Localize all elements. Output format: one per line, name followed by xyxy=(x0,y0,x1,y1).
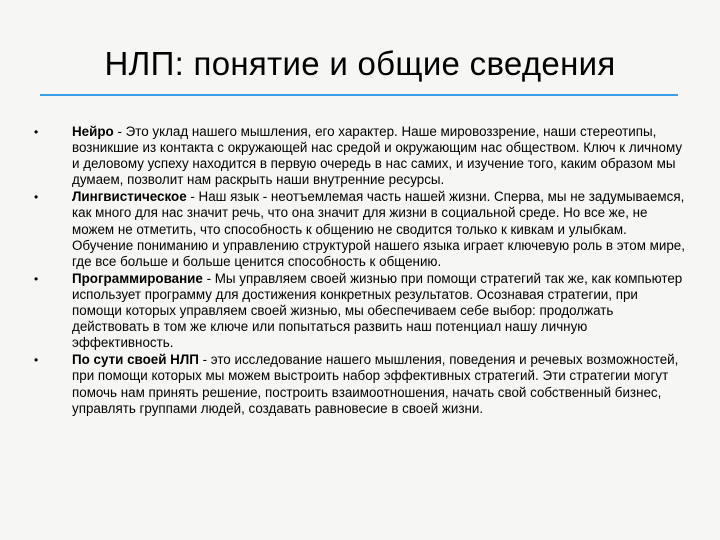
bullet-body: - Мы управляем своей жизнью при помощи стратегий так же, как компьютер использует программу для достижения конкретных результатов. Осознавая стратегии, при помощи которых управляем своей жизнью, мы обеспечиваем себе выбор: продолжать действовать в том же ключе или попытаться развить наш потенциал нашу личную эффективность. xyxy=(72,270,683,351)
bullet-marker: • xyxy=(34,353,39,368)
bullet-text xyxy=(72,352,688,416)
bullet-marker: • xyxy=(34,271,39,286)
bullet-text xyxy=(72,271,688,351)
bullet-marker: • xyxy=(34,190,39,205)
bullet-item-programming xyxy=(28,271,688,351)
bullet-text xyxy=(72,124,688,188)
bullet-body: - Наш язык - неотъемлемая часть нашей жизни. Сперва, мы не задумываемся, как много для нас значит речь, что она значит для жизни в социальной среде. Но все же, не можем не отметить, что способность к общению не сводится только к кивкам и улыбкам. Обучение пониманию и управлению структурой нашего языка играет ключевую роль в этом мире, где все больше и больше ценится способность к общению. xyxy=(72,189,685,269)
bullet-term: Программирование xyxy=(72,270,203,286)
title-underline xyxy=(40,94,678,96)
bullet-body: - Это уклад нашего мышления, его характер. Наше мировоззрение, наши стереотипы, возникшие из контакта с окружающей нас средой и окружающим нас обществом. Ключ к личному и деловому успеху находится в первую очередь в нас самих, и изучение того, каким образом мы думаем, позволит нам раскрыть наши внутренние ресурсы. xyxy=(72,124,683,188)
bullet-text xyxy=(72,189,688,269)
bullet-term: Нейро xyxy=(72,124,114,139)
bullet-term: По сути своей НЛП xyxy=(72,352,199,368)
bullet-marker: • xyxy=(34,125,39,139)
bullet-item-neuro xyxy=(28,124,688,188)
slide-title: НЛП: понятие и общие сведения xyxy=(104,45,616,82)
bullet-item-summary xyxy=(28,352,688,416)
bullet-item-linguistic xyxy=(28,189,688,269)
bullet-term: Лингвистическое xyxy=(72,189,187,205)
bullet-list xyxy=(28,124,688,418)
bullet-body: - это исследование нашего мышления, поведения и речевых возможностей, при помощи которых мы можем выстроить набор эффективных стратегий. Эти стратегии могут помочь нам принять решение, построить взаимоотношения, начать свой собственный бизнес, управлять группами людей, создавать равновесие в своей жизни. xyxy=(72,352,679,416)
